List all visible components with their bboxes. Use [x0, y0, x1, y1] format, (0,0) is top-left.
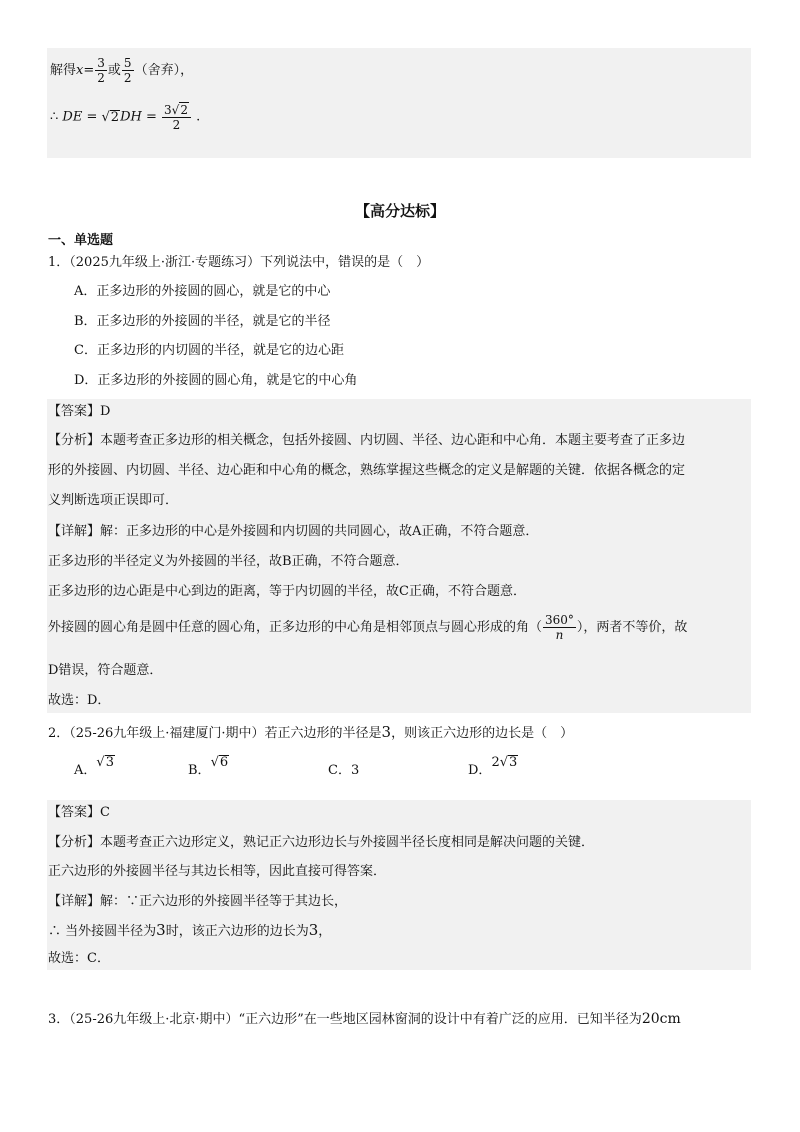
q1-analysis-3: 义判断选项正误即可． [48, 493, 179, 508]
radicand: 6 [219, 755, 229, 770]
sqrt: √6 [210, 755, 229, 770]
denominator: 2 [97, 71, 105, 85]
denominator: n [555, 628, 564, 642]
radicand: 2 [110, 109, 120, 125]
q1-stem: 1．（2025九年级上·浙江·专题练习）下列说法中，错误的是（ ） [48, 255, 430, 270]
section-title: 【高分达标】 [354, 202, 445, 220]
text: 时，该正六边形的边长为 [165, 924, 309, 939]
q1-option-a: A．正多边形的外接圆的圆心，就是它的中心 [74, 284, 331, 299]
value: 3 [308, 921, 319, 939]
q1-detail-5: D错误，符合题意． [48, 663, 163, 678]
q1-choose: 故选：D． [48, 693, 111, 708]
var-x: x [76, 63, 84, 78]
q3-stem [48, 1010, 681, 1029]
q1-detail-1: 【详解】解：正多边形的中心是外接圆和内切圆的共同圆心，故A正确，不符合题意． [48, 524, 539, 539]
q2-answer: 【答案】C [48, 805, 110, 820]
q1-answer: 【答案】D [48, 404, 111, 419]
text: 外接圆的圆心角是圆中任意的圆心角，正多边形的中心角是相邻顶点与圆心形成的角（ [48, 620, 543, 635]
q1-option-d: D．正多边形的外接圆的圆心角，就是它的中心角 [74, 373, 358, 388]
text: ， [318, 924, 332, 939]
q1-detail-4 [48, 613, 687, 642]
fraction [162, 102, 191, 132]
text: 3．（25-26九年级上·北京·期中）“正六边形”在一些地区园林窗洞的设计中有着广泛的应用．已知半径为 [48, 1012, 642, 1027]
label: A． [74, 763, 97, 778]
value: 3 [381, 723, 392, 741]
q2-stem [48, 723, 573, 743]
value: 3 [156, 921, 166, 939]
text: = [83, 63, 95, 78]
q1-option-b: B．正多边形的外接圆的半径，就是它的半径 [74, 314, 331, 329]
q2-option-d [468, 755, 518, 780]
text: 2．（25-26九年级上·福建厦门·期中）若正六边形的半径是 [48, 726, 382, 741]
q2-choose: 故选：C． [48, 951, 110, 966]
q2-option-a [74, 755, 115, 780]
therefore-symbol: ∴ [50, 109, 59, 125]
text: 解得 [50, 63, 77, 78]
q1-analysis-1: 【分析】本题考查正多边形的相关概念，包括外接圆、内切圆、半径、边心距和中心角．本题主要考查了正多边 [48, 433, 686, 448]
section-subtitle: 一、单选题 [48, 233, 114, 248]
numerator: 3 [97, 56, 105, 70]
text: ∴ 当外接圆半径为 [48, 924, 157, 939]
q2-detail-1: 【详解】解：∵正六边形的外接圆半径等于其边长， [48, 894, 348, 909]
expr: DH = [120, 109, 157, 125]
text: ，则该正六边形的边长是（ ） [391, 726, 574, 741]
denominator: 2 [123, 71, 132, 85]
q1-analysis-2: 形的外接圆、内切圆、半径、边心距和中心角的概念，熟练掌握这些概念的定义是解题的关键．依据各概念的定 [48, 463, 686, 478]
coef: 3 [164, 103, 172, 117]
text: . [196, 109, 201, 125]
expr: DE = [62, 109, 102, 125]
q2-option-b [188, 755, 229, 780]
q2-analysis-2: 正六边形的外接圆半径与其边长相等，因此直接可得答案． [48, 864, 387, 879]
sqrt: 2√3 [491, 755, 518, 770]
sqrt: √2 [101, 109, 120, 125]
fraction [543, 613, 576, 642]
fraction [95, 56, 107, 85]
q1-detail-3: 正多边形的边心距是中心到边的距离，等于内切圆的半径，故C正确，不符合题意． [48, 584, 526, 599]
q1-option-c: C．正多边形的内切圆的半径，就是它的边心距 [74, 343, 344, 358]
solution-line-2 [50, 102, 200, 132]
q1-detail-2: 正多边形的半径定义为外接圆的半径，故B正确，不符合题意． [48, 554, 409, 569]
q2-option-c: C．3 [328, 763, 360, 778]
text: ），两者不等价，故 [576, 620, 688, 635]
text: 或 [107, 63, 121, 78]
coef: 2 [491, 755, 500, 770]
label: D． [468, 763, 492, 778]
fraction [122, 56, 134, 85]
numerator: 360° [545, 613, 574, 627]
q2-answer-block [47, 800, 751, 970]
radicand: 3 [105, 755, 114, 770]
numerator: 3√2 [162, 102, 191, 118]
denominator: 2 [172, 118, 181, 132]
radicand: 3 [509, 755, 518, 770]
solution-line-1 [50, 56, 193, 85]
numerator: 5 [123, 56, 132, 70]
label: B． [188, 763, 211, 778]
text: （舍弃）， [134, 63, 194, 78]
value: 20cm [641, 1011, 681, 1027]
sqrt: √3 [96, 755, 114, 770]
radicand: 2 [180, 103, 188, 117]
q2-analysis-1: 【分析】本题考查正六边形定义，熟记正六边形边长与外接圆半径长度相同是解决问题的关键． [48, 835, 595, 850]
q2-detail-2 [48, 921, 331, 941]
